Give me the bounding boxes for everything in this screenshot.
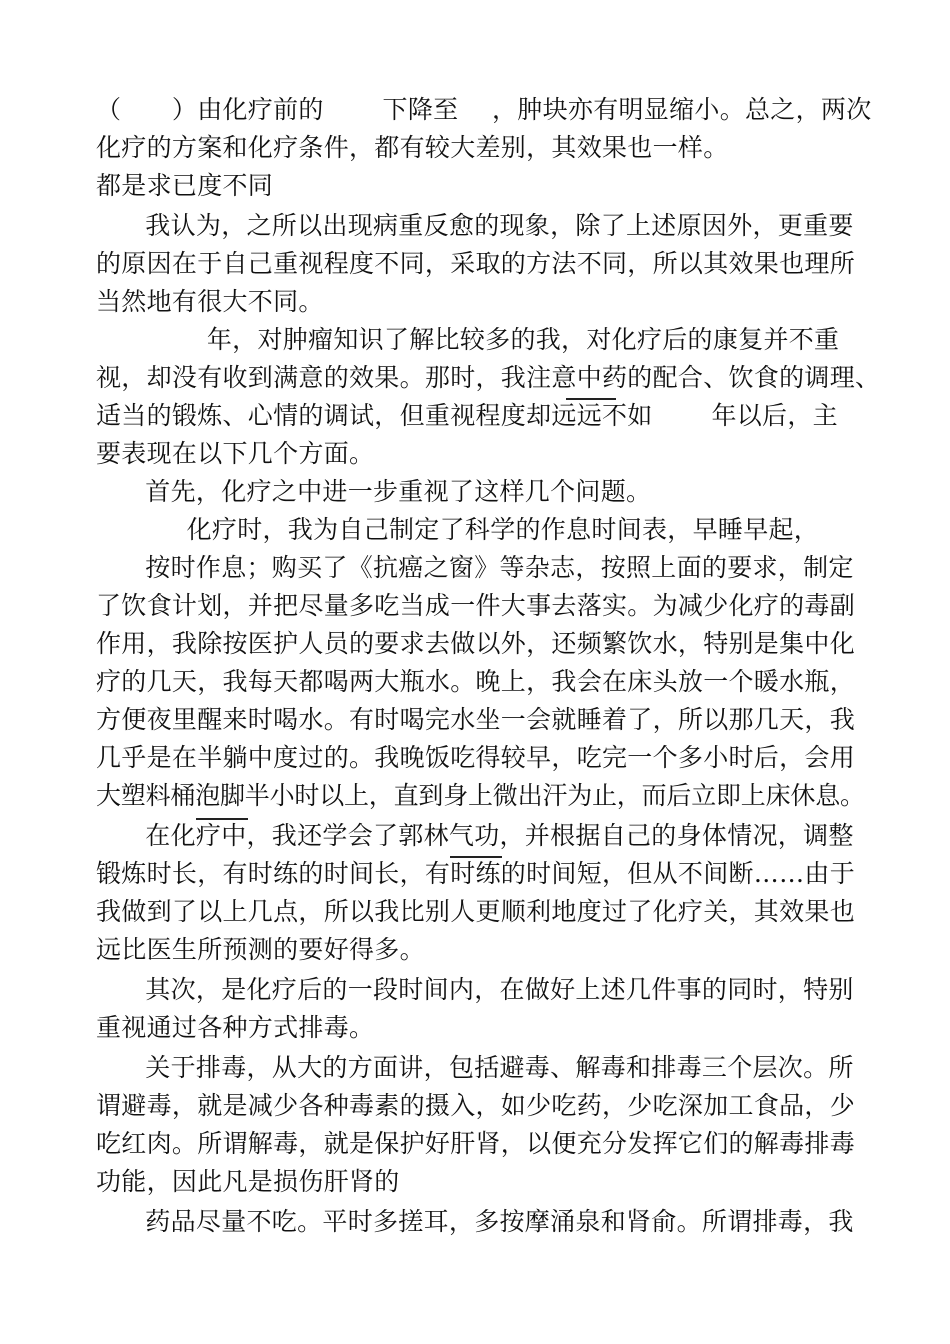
text-line: 锻炼时长，有时练的时间长，有时练的时间短，但从不间断……由于: [96, 859, 856, 888]
text-line: 要表现在以下几个方面。: [96, 439, 375, 468]
text-line: 化疗时，我为自己制定了科学的作息时间表，早睡早起，: [136, 515, 820, 544]
text-line: 都是求已度不同: [96, 171, 274, 200]
overline-mark: [196, 818, 248, 820]
text-line: 方便夜里醒来时喝水。有时喝完水坐一会就睡着了，所以那几天，我: [96, 705, 856, 734]
text-line: 大塑料桶泡脚半小时以上，直到身上微出汗为止，而后立即上床休息。: [96, 781, 865, 810]
text-line: 的原因在于自己重视程度不同，采取的方法不同，所以其效果也理所: [96, 249, 856, 278]
overline-mark: [450, 856, 502, 858]
text-line: 吃红肉。所谓解毒，就是保护好肝肾，以便充分发挥它们的解毒排毒: [96, 1129, 856, 1158]
text-line: 关于排毒，从大的方面讲，包括避毒、解毒和排毒三个层次。所: [120, 1053, 854, 1082]
text-line: 视，却没有收到满意的效果。那时，我注意中药的配合、饮食的调理、: [96, 363, 881, 392]
text-line: （ ）由化疗前的 下降至 ，肿块亦有明显缩小。总之，两次: [96, 95, 872, 124]
text-line: 功能，因此凡是损伤肝肾的: [96, 1167, 400, 1196]
text-line: 远比医生所预测的要好得多。: [96, 935, 425, 964]
text-line: 我做到了以上几点，所以我比别人更顺利地度过了化疗关，其效果也: [96, 897, 856, 926]
text-line: 几乎是在半躺中度过的。我晚饭吃得较早，吃完一个多小时后，会用: [96, 743, 856, 772]
text-line: 化疗的方案和化疗条件，都有较大差别，其效果也一样。: [96, 133, 729, 162]
overline-mark: [566, 398, 616, 400]
text-line: 作用，我除按医护人员的要求去做以外，还频繁饮水，特别是集中化: [96, 629, 856, 658]
text-line: 当然地有很大不同。: [96, 287, 324, 316]
text-line: 按时作息；购买了《抗癌之窗》等杂志，按照上面的要求，制定: [120, 553, 854, 582]
text-line: 药品尽量不吃。平时多搓耳，多按摩涌泉和肾俞。所谓排毒，我: [120, 1207, 854, 1236]
text-line: 首先，化疗之中进一步重视了这样几个问题。: [120, 477, 652, 506]
text-line: 其次，是化疗后的一段时间内，在做好上述几件事的同时，特别: [120, 975, 854, 1004]
text-line: 了饮食计划，并把尽量多吃当成一件大事去落实。为减少化疗的毒副: [96, 591, 856, 620]
text-line: 我认为，之所以出现病重反愈的现象，除了上述原因外，更重要: [120, 211, 854, 240]
text-line: 在化疗中，我还学会了郭林气功，并根据自己的身体情况，调整: [120, 821, 854, 850]
text-line: 适当的锻炼、心情的调试，但重视程度却远远不如 年以后，主: [96, 401, 838, 430]
text-line: 重视通过各种方式排毒。: [96, 1013, 375, 1042]
text-line: 谓避毒，就是减少各种毒素的摄入，如少吃药，少吃深加工食品，少: [96, 1091, 856, 1120]
text-line: 年，对肿瘤知识了解比较多的我，对化疗后的康复并不重: [148, 325, 840, 354]
text-line: 疗的几天，我每天都喝两大瓶水。晚上，我会在床头放一个暖水瓶，: [96, 667, 856, 696]
